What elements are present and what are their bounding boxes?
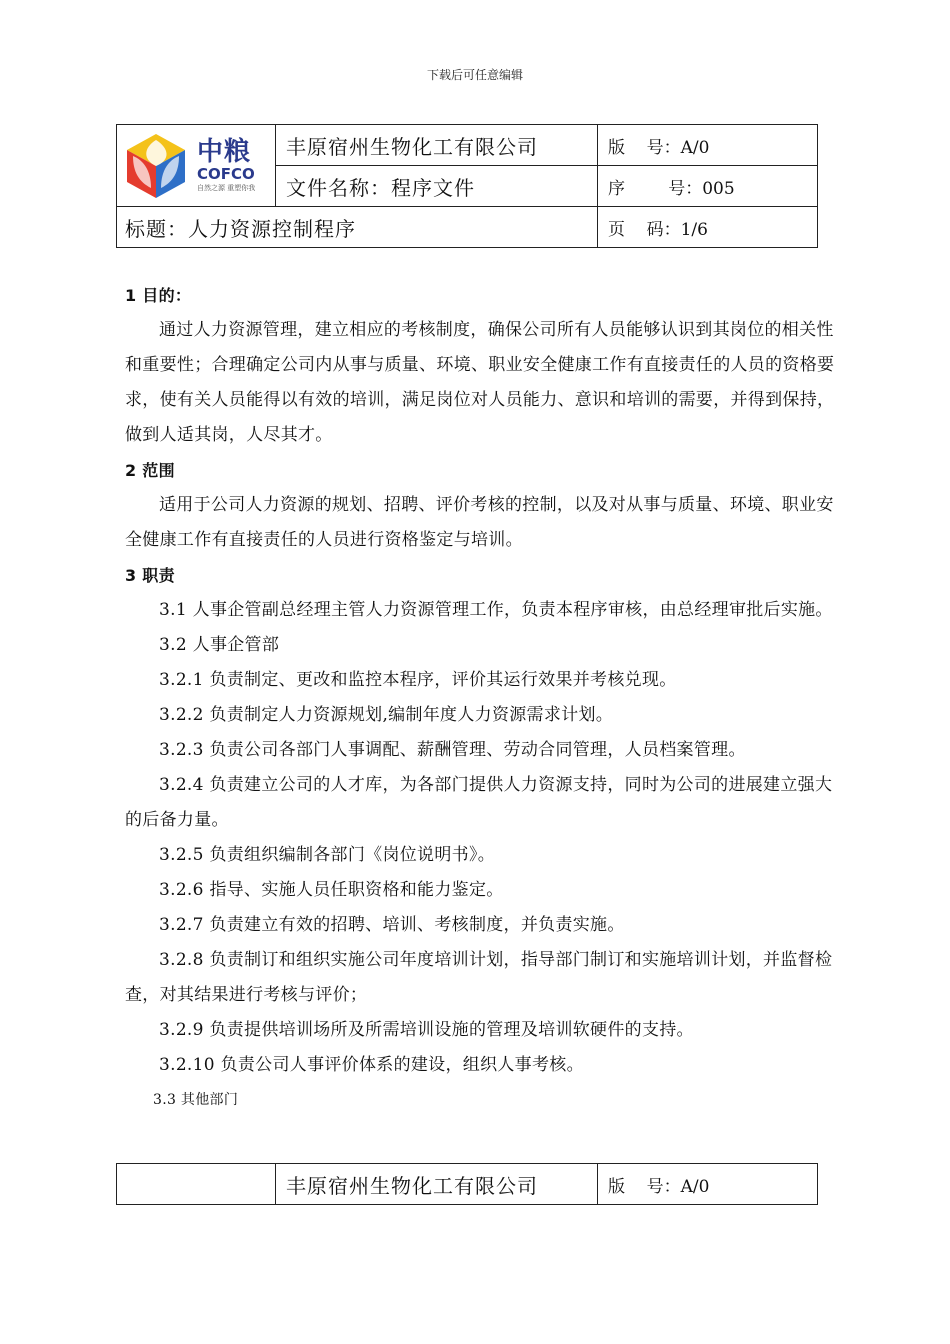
company-name: 丰原宿州生物化工有限公司	[276, 1164, 598, 1205]
version-number: 版 号：A/0	[598, 1164, 818, 1205]
logo-cn-text: 中粮	[197, 137, 252, 167]
page-number: 页 码：1/6	[598, 207, 818, 248]
responsibility-item: 3.2.8 负责制订和组织实施公司年度培训计划，指导部门制订和实施培训计划，并监督检查，对其结果进行考核与评价；	[125, 950, 833, 1005]
scope-paragraph: 适用于公司人力资源的规划、招聘、评价考核的控制，以及对从事与质量、环境、职业安全健康工作有直接责任的人员进行资格鉴定与培训。	[125, 495, 834, 550]
logo-cell	[117, 125, 276, 207]
serial-number: 序 号：005	[598, 166, 818, 207]
file-name: 文件名称：程序文件	[276, 166, 598, 207]
section-heading-scope: 2 范围	[125, 461, 175, 480]
document-body	[125, 278, 840, 1118]
logo-en-text: COFCO	[197, 165, 255, 183]
responsibility-item: 3.2.1 负责制定、更改和监控本程序，评价其运行效果并考核兑现。	[159, 670, 677, 690]
responsibility-item: 3.2.7 负责建立有效的招聘、培训、考核制度，并负责实施。	[159, 915, 625, 935]
logo-placeholder-cell	[117, 1164, 276, 1205]
cofco-logo	[117, 130, 275, 202]
other-departments-heading: 3.3 其他部门	[153, 1092, 239, 1108]
document-header-table	[116, 124, 818, 248]
responsibility-item: 3.2.3 负责公司各部门人事调配、薪酬管理、劳动合同管理，人员档案管理。	[159, 740, 746, 760]
top-note: 下载后可任意编辑	[426, 68, 523, 82]
responsibility-item: 3.1 人事企管副总经理主管人力资源管理工作，负责本程序审核，由总经理审批后实施。	[159, 600, 833, 620]
responsibility-item: 3.2.4 负责建立公司的人才库，为各部门提供人力资源支持，同时为公司的进展建立强大的后备力量。	[125, 775, 833, 830]
responsibility-item: 3.2.9 负责提供培训场所及所需培训设施的管理及培训软硬件的支持。	[159, 1020, 694, 1040]
company-name: 丰原宿州生物化工有限公司	[276, 125, 598, 166]
section-heading-responsibilities: 3 职责	[125, 566, 175, 585]
purpose-paragraph: 通过人力资源管理，建立相应的考核制度，确保公司所有人员能够认识到其岗位的相关性和重要性；合理确定公司内从事与质量、环境、职业安全健康工作有直接责任的人员的资格要求，使有关人员能得以有效的培训，满足岗位对人员能力、意识和培训的需要，并得到保持，做到人适其岗，人尽其才。	[125, 320, 835, 445]
responsibility-item: 3.2.5 负责组织编制各部门《岗位说明书》。	[159, 845, 496, 865]
version-number: 版 号：A/0	[598, 125, 818, 166]
responsibility-item: 3.2.2 负责制定人力资源规划,编制年度人力资源需求计划。	[159, 705, 614, 725]
document-title: 标题：人力资源控制程序	[117, 207, 598, 248]
section-heading-purpose: 1 目的：	[125, 286, 192, 305]
responsibility-item: 3.2.6 指导、实施人员任职资格和能力鉴定。	[159, 880, 504, 900]
cofco-cube-icon	[121, 130, 191, 202]
responsibility-item: 3.2 人事企管部	[159, 635, 280, 655]
next-page-header-table	[116, 1163, 818, 1205]
responsibility-item: 3.2.10 负责公司人事评价体系的建设，组织人事考核。	[159, 1055, 584, 1075]
logo-slogan: 自然之源 重塑你我	[197, 184, 256, 192]
